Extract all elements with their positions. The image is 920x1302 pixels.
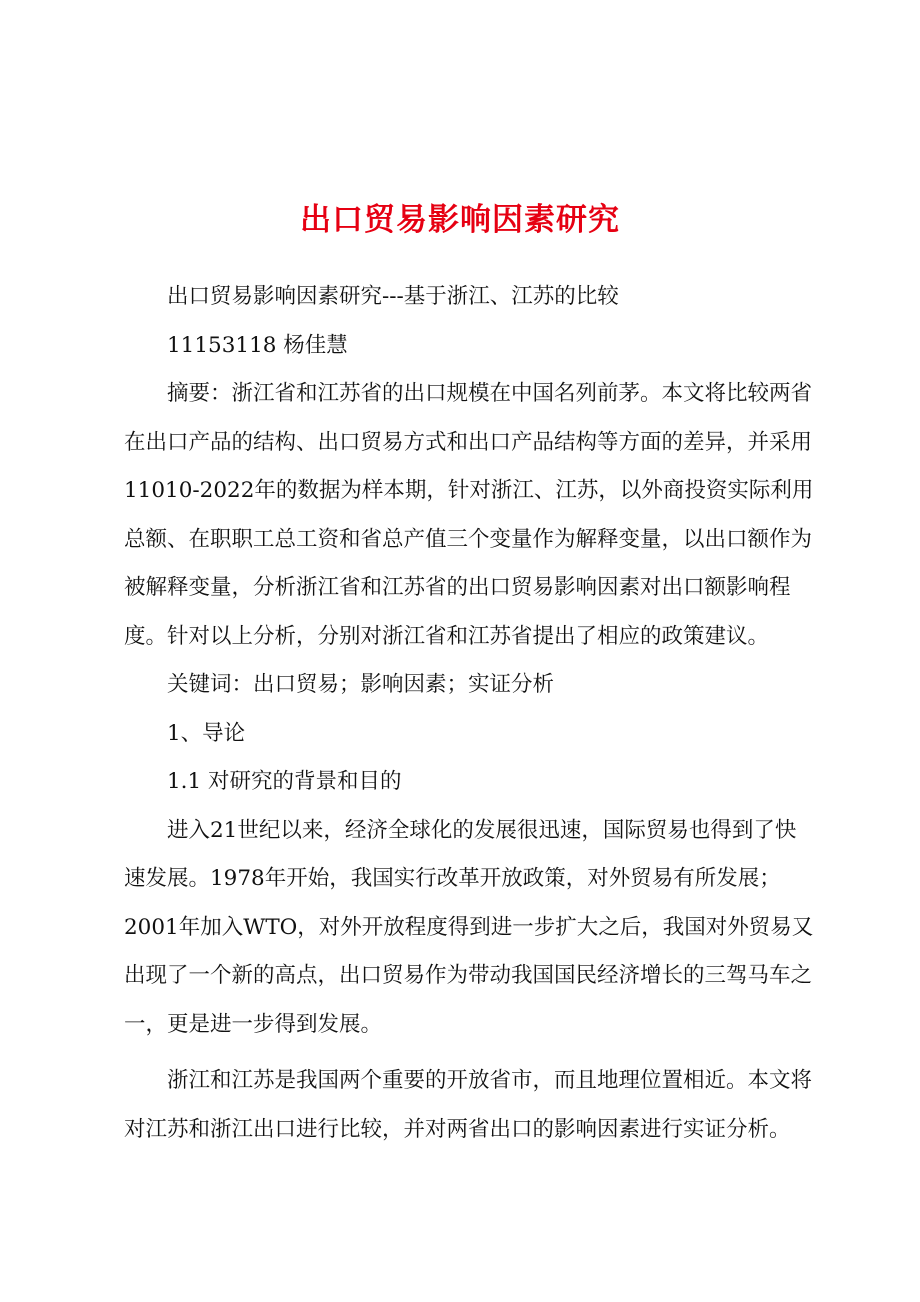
section-heading-1-1: 1.1 对研究的背景和目的 (167, 769, 402, 794)
body-paragraph-2: 浙江和江苏是我国两个重要的开放省市，而且地理位置相近。本文将对江苏和浙江出口进行比较，并对两省出口的影响因素进行实证分析。 (124, 1068, 813, 1142)
keywords-line: 关键词：出口贸易；影响因素；实证分析 (167, 672, 555, 697)
body-paragraph-1: 进入21世纪以来，经济全球化的发展很迅速，国际贸易也得到了快速发展。1978年开始，我国实行改革开放政策，对外贸易有所发展；2001年加入WTO，对外开放程度得到进一步扩大之后，我国对外贸易又出现了一个新的高点，出口贸易作为带动我国国民经济增长的三驾马车之一，更是进一步得到发展。 (124, 817, 814, 1037)
abstract-paragraph: 摘要：浙江省和江苏省的出口规模在中国名列前茅。本文将比较两省在出口产品的结构、出口贸易方式和出口产品结构等方面的差异，并采用11010-2022年的数据为样本期，针对浙江、江苏，以外商投资实际利用总额、在职职工总工资和省总产值三个变量作为解释变量，以出口额作为被解释变量，分析浙江省和江苏省的出口贸易影响因素对出口额影响程度。针对以上分析，分别对浙江省和江苏省提出了相应的政策建议。 (124, 381, 814, 649)
author-line: 11153118 杨佳慧 (167, 332, 348, 358)
document-title: 出口贸易影响因素研究 (300, 202, 620, 238)
subtitle: 出口贸易影响因素研究---基于浙江、江苏的比较 (167, 284, 619, 309)
document-body (124, 273, 816, 1154)
section-heading-1: 1、导论 (167, 720, 246, 746)
